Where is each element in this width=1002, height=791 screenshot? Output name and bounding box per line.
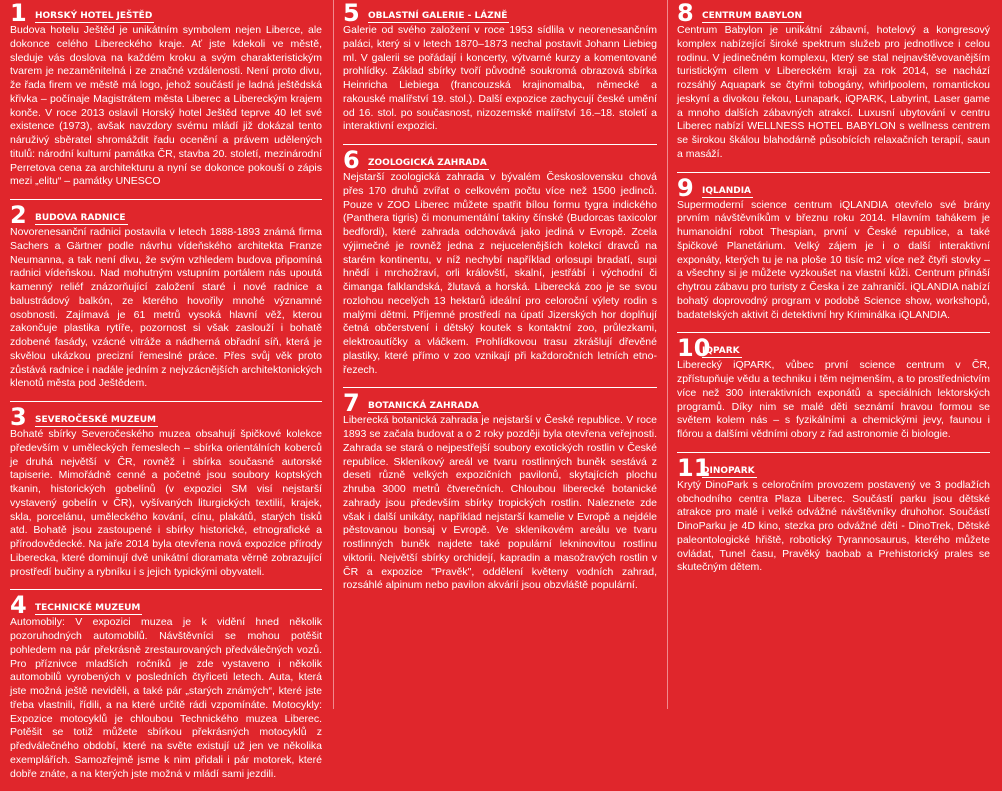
- section-iqlandia: [677, 173, 990, 323]
- section-number: 4: [10, 591, 27, 620]
- section-text: Galerie od svého založení v roce 1953 sídlila v neorenesančním paláci, který si v letech 1870–1873 nechal postavit Johann Liebieg ml. V galerii se pořádají i koncerty, výtvarné kurzy a komentované prohlídky. Základ sbírky tvoří původně soukromá obrazová sbírka Heinricha Liebiega (francouzská krajinomalba, německé a rakouské malířství 19. stol.). Další expozice zachycují české umění od 16. stol. po současnost, nizozemské malířství 16.–18. století a interaktivní expozici.: [343, 24, 657, 133]
- section-title: CENTRUM BABYLON: [702, 11, 803, 21]
- divider: [677, 332, 990, 333]
- section-severoceske-muzeum: [10, 403, 322, 579]
- section-text: Krytý DinoPark s celoročním provozem postavený ve 3 podlažích obchodního centra Plaza Liberec. Součástí parku jsou dětské atrakce pro malé i velké odvážné návštěvníky druhohor. Součástí DinoParku je 4D kino, stezka pro odvážné děti - DinoTrek, Dětské paleontologické hřiště, robotický Tyrannosaurus, kterého můžete ovládat, Tunel času, Pravěký baobab a Prehistorický prales se skutečným dětem.: [677, 478, 990, 574]
- section-heading: [10, 0, 322, 27]
- section-heading: [343, 146, 657, 174]
- section-heading: [343, 389, 657, 418]
- section-title: OBLASTNÍ GALERIE - LÁZNĚ: [368, 11, 508, 21]
- section-heading: [677, 0, 990, 27]
- section-dinopark: [677, 453, 990, 575]
- section-number: 9: [677, 173, 694, 202]
- section-text: Automobily: V expozici muzea je k vidění hned několik pozoruhodných automobilů. Návštěvníci se mohou potěšit pohledem na pár překrásně zrestaurovaných předválečných vozů. Pro příznivce mladších ročníků je zde vystaveno i několik automobilů vyrobených v posledních čtyřiceti letech. Auta, která jste možná ještě neviděli, a také pár „starých známých“, které jste třeba vlastnili, řídili, a na které určitě rádi vzpomínáte. Motocykly: Expozice motocyklů je chloubou Technického muzea Liberec. Potěšit se totiž můžete sbírkou překrásných motocyklů z předválečného období, které na světe existují už jen ve několika exemplářích. Samozřejmě jsme k nim přidali i pár motorek, které dobře znáte, a na kterých jste možná v mládí sami jezdili.: [10, 616, 322, 780]
- divider: [677, 452, 990, 453]
- section-number: 1: [10, 0, 27, 27]
- section-iqpark: [677, 334, 990, 442]
- section-title: HORSKÝ HOTEL JEŠTĚD: [35, 11, 153, 21]
- section-centrum-babylon: [677, 0, 990, 162]
- section-number: 3: [10, 403, 27, 431]
- divider: [10, 401, 322, 402]
- section-title: SEVEROČESKÉ MUZEUM: [35, 415, 157, 425]
- section-heading: [10, 201, 322, 229]
- section-title: ZOOLOGICKÁ ZAHRADA: [368, 158, 487, 168]
- section-text: Budova hotelu Ještěd je unikátním symbolem nejen Liberce, ale dokonce celého Libereckého kraje. Ať jste kdekoli ve městě, sleduje vás doslova na každém kroku a svým charakteristickým tvarem je nezaměnitelná i ze značné vzdálenosti. Není proto divu, že řada firem ve městě má logo, jehož součástí je ladná ještědská křivka – počínaje Magistrátem města Liberec a Libereckým krajem konče. V roce 2013 oslavil Horský hotel Ještěd teprve 40 let své existence (1973), avšak navzdory svému mládí již dokázal tento náruživý sběratel shromáždit řadu ocenění a právem udělených titulů: národní kulturní památka ČR, stavba 20. století, mezinárodní Perretova cena za architekturu a nyní se dokonce pokouší o zápis mezi „elitu“ – památky UNESCO: [10, 24, 322, 188]
- divider: [10, 589, 322, 590]
- section-number: 2: [10, 201, 27, 229]
- section-budova-radnice: [10, 201, 322, 391]
- divider: [343, 387, 657, 388]
- section-text: Nejstarší zoologická zahrada v bývalém Československu chová přes 170 druhů zvířat o celkovém počtu více než 1500 jedinců. Pouze v ZOO Liberec můžete spatřit bílou formu tygra indického (Panthera tigris) či monumentální takiny čínské (Budorcas taxicolor bedfordi), které zahrada odchovává jako jediná v Evropě. Zcela výjimečné je rovněž jedna z nejucelenějších kolekcí dravců na starém kontinentu, v níž nechybí například orlosupi bradatí, supi hnědí i mrchožraví, orli královští, skalní, jestřábí i východní či čimanga falklandská, žlutavá a horská. Liberecká zoo je se svou rozlohou necelých 13 hektarů ideální pro celoroční výlety rodin s malými dětmi. Příjemné prostředí na úpatí Jizerských hor doplňují četná občerstvení i dětský koutek s kontaktní zoo, průlezkami, elektroautíčky a vláčkem. Prohlídkovou trasu zkrášlují dřevěné plastiky, které přímo v zoo vznikají při každoročních letních etno-řezech.: [343, 171, 657, 376]
- section-text: Supermoderní science centrum iQLANDIA otevřelo své brány prvním návštěvníkům v březnu roku 2014. Hlavním tahákem je humanoidní robot Thespian, první v České republice, a také špičkové Planetárium. Velký zájem je i o další interaktivní exponáty, kterých tu je na ploše 10 tisíc m2 více než čtyři stovky – a všechny si je můžete vyzkoušet na vlastní kůži. Centrum přináší chytrou zábavu pro turisty z Česka i ze zahraničí. iQLANDIA nabízí bohatý doprovodný program v podobě Science show, workshopů, badatelských aktivit či detektivní hry Kriminálka iQLANDIA.: [677, 198, 990, 321]
- section-number: 10: [677, 334, 711, 363]
- section-horsky-hotel: [10, 0, 322, 189]
- divider: [10, 199, 322, 200]
- section-number: 6: [343, 146, 360, 174]
- column-left: [10, 0, 322, 791]
- section-text: Liberecký iQPARK, vůbec první science centrum v ČR, zpřístupňuje vědu a techniku i těm nejmenším, a to prostřednictvím více než 300 interaktivních exponátů a speciálních lektorských programů. Díky nim se malé děti seznámí hravou formou se světem kolem nás – s fyzikálními a chemickými jevy, faunou i flórou a dalšími vědními obory z řad astronomie či biologie.: [677, 359, 990, 440]
- section-number: 11: [677, 453, 711, 482]
- section-technicke-muzeum: [10, 591, 322, 781]
- section-oblastni-galerie: [343, 0, 657, 134]
- section-heading: [10, 403, 322, 431]
- divider: [677, 172, 990, 173]
- section-number: 7: [343, 389, 360, 418]
- section-title: TECHNICKÉ MUZEUM: [35, 603, 141, 614]
- section-text: Bohaté sbírky Severočeského muzea obsahují špičkové kolekce především v uměleckých řemeslech – sbírka orientálních koberců je druhá největší v ČR, rovněž i sbírka současné autorské tapiserie. Mimořádně cenné a početné jsou soubory koptských tkanin, historických gobelínů (v expozici SM visí nejstarší vystavený gobelín v ČR), vyšívaných liturgických textilií, krajek, skla, porcelánu, uměleckého kování, cínu, plakátů, starých tisků atd. Bohatě jsou zastoupené i sbírky historické, etnografické a přírodovědecké. Na jaře 2014 byla otevřena nová expozice přírody Liberecka, které dominují dvě unikátní dioramata věrně zobrazující prostředí bučiny a rybníku i s jejich typickými obyvateli.: [10, 428, 322, 578]
- divider: [343, 144, 657, 145]
- section-heading: [10, 591, 322, 620]
- section-title: BOTANICKÁ ZAHRADA: [368, 401, 479, 412]
- section-botanicka-zahrada: [343, 389, 657, 593]
- section-text: Novorenesanční radnici postavila v letech 1888-1893 známá firma Sachers a Gärtner podle návrhu vídeňského architekta Franze Neumanna, a tak není divu, že svým vzhledem budova připomíná radnici vídeňskou. Nad mohutným vstupním portálem nás upoutá kamenný reliéf znázorňující založení staré i nové radnice a balustrádový balkón, ze kterého hovořily mnohé významné osobnosti. Zajímavá je 61 metrů vysoká hlavní věž, kterou zakončuje plastika rytíře, pozornost si však zaslouží i bohatě zdobené fasády, vzácné vitráže a nádherná obřadní síň, která je skvělou ukázkou precizní řemeslné práce. Přes svůj věk proto zůstává radnice i nadále jedním z nejvzácnějších architektonických klenotů města pod Ještědem.: [10, 226, 322, 390]
- section-title: IQLANDIA: [702, 185, 752, 196]
- section-text: Liberecká botanická zahrada je nejstarší v České republice. V roce 1893 se začala budovat a o 2 roky později byla otevřena veřejnosti. Zahrada se stará o nejpestřejší soubory exotických rostlin v České republice. Skleníkový areál ve tvaru rostlinných buněk sestává z deseti různě velkých expozičních pavilonů, skytajících plochu zhruba 3000 metrů čtverečních. Chloubou liberecké botanické zahrady jsou především sbírky tropických rostlin. Naleznete zde však i další unikáty, například nejstarší kamelie v Evropě a nejdéle pěstovanou bonsaj v Evropě. Ve skleníkovém areálu ve tvaru rostlinných buněk najdete také populární lekninovitou rostlinu viktorii. Největší sbírky orchidejí, kapradin a masožravých rostlin v ČR a expozice "Pravěk", oddělení květeny vodních zahrad, rozsáhlé alpinum nebo pavilon akvárií jsou obzvláště populární.: [343, 414, 657, 592]
- section-title: IQPARK: [702, 346, 740, 357]
- section-title: BUDOVA RADNICE: [35, 213, 126, 223]
- section-number: 8: [677, 0, 694, 27]
- column-divider: [333, 0, 334, 709]
- section-zoologicka-zahrada: [343, 146, 657, 377]
- section-heading: [677, 173, 990, 202]
- column-middle: [343, 0, 657, 603]
- section-title: DINOPARK: [702, 465, 755, 476]
- section-text: Centrum Babylon je unikátní zábavní, hotelový a kongresový komplex nabízející široké spektrum služeb pro jednotlivce i celou rodinu. V jedinečném komplexu, který se stal nejnavštěvovanějším turistickým cílem v Libereckém kraji za rok 2014, se nachází rozsáhlý Aquapark se čtyřmi tobogány, whirlpoolem, romantickou jeskyní a divokou řekou, Lunapark, iQPARK, Labyrint, Laser game a mnoho dalších zábavných atrakcí. Luxusní ubytování v centru Liberec nabízí WELLNESS HOTEL BABYLON s wellness centrem se širokou škálou blahodárně působících relaxačních terapií, saun a masáží.: [677, 24, 990, 160]
- section-heading: [677, 334, 990, 363]
- section-heading: [677, 453, 990, 482]
- section-heading: [343, 0, 657, 27]
- section-number: 5: [343, 0, 360, 27]
- column-divider: [667, 0, 668, 709]
- column-right: [677, 0, 990, 585]
